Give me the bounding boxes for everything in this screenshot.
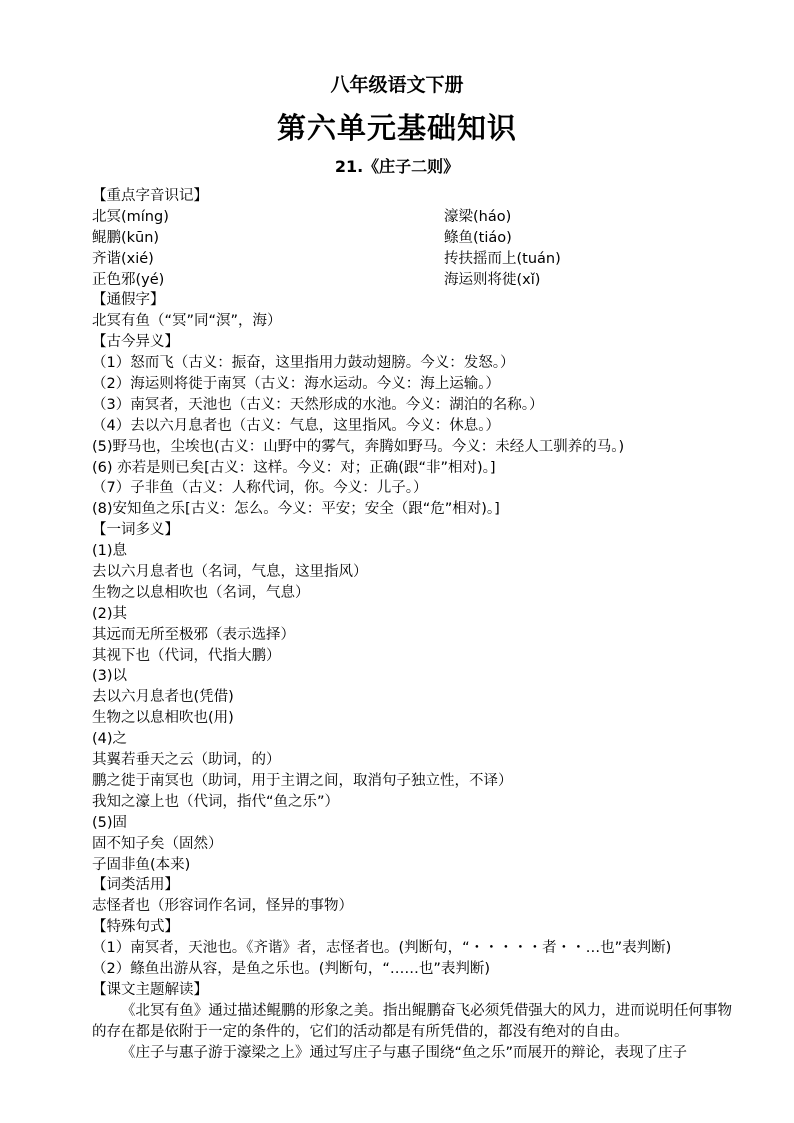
section-heading: 【通假字】 xyxy=(92,292,165,309)
pron-item: 正色邪(yé) xyxy=(92,271,165,288)
pron-item: 北冥(míng) xyxy=(92,208,169,225)
text-line: 固不知子矣（固然） xyxy=(92,835,223,852)
section-heading: 【特殊句式】 xyxy=(92,919,179,936)
text-line: (3)以 xyxy=(92,668,128,685)
paragraph: 《北冥有鱼》通过描述鲲鹏的形象之美。指出鲲鹏奋飞必须凭借强大的风力，进而说明任何事物的存在都是依附于一定的条件的，它们的活动都是有所凭借的，都没有绝对的自由。 xyxy=(92,1002,732,1040)
unit-title: 第六单元基础知识 xyxy=(276,111,517,145)
pron-item: 濠梁(háo) xyxy=(444,208,512,225)
pron-item: 鲲鹏(kūn) xyxy=(92,229,160,246)
text-line: 我知之濠上也（代词，指代“鱼之乐”） xyxy=(92,793,340,810)
text-line: 生物之以息相吹也（名词，气息） xyxy=(92,584,310,601)
section-heading: 【词类活用】 xyxy=(92,877,179,894)
lesson-title: 21.《庄子二则》 xyxy=(334,157,460,176)
text-line: 志怪者也（形容词作名词，怪异的事物） xyxy=(92,898,353,915)
pron-row xyxy=(92,270,752,291)
section-heading: 【重点字音识记】 xyxy=(92,188,208,204)
section-heading: 【课文主题解读】 xyxy=(92,981,208,998)
pron-row xyxy=(92,249,752,270)
theme-paragraphs xyxy=(0,1001,732,1064)
paragraph: 《庄子与惠子游于濠梁之上》通过写庄子与惠子围绕“鱼之乐”而展开的辩论，表现了庄子 xyxy=(121,1044,688,1061)
text-line: 其视下也（代词，代指大鹏） xyxy=(92,647,281,664)
text-line: （2）海运则将徙于南冥（古义：海水运动。今义：海上运输。） xyxy=(92,376,500,393)
text-line: （3）南冥者，天池也（古义：天然形成的水池。今义：湖泊的名称。） xyxy=(92,396,544,413)
text-line: (4)之 xyxy=(92,731,128,748)
text-line: 去以六月息者也（名词，气息，这里指风） xyxy=(92,564,368,581)
grade-title: 八年级语文下册 xyxy=(330,74,464,96)
text-line: 去以六月息者也(凭借) xyxy=(92,689,234,706)
pron-item: 抟扶摇而上(tuán) xyxy=(444,250,561,267)
pron-item: 鲦鱼(tiáo) xyxy=(444,229,512,246)
text-line: 北冥有鱼（“冥”同“溟”，海） xyxy=(92,313,282,330)
text-line: 生物之以息相吹也(用) xyxy=(92,710,234,727)
text-line: (5)固 xyxy=(92,814,128,831)
pron-item: 齐谐(xié) xyxy=(92,250,154,267)
text-line: 其翼若垂天之云（助词，的） xyxy=(92,752,281,769)
text-line: （1）南冥者，天池也。《齐谐》者，志怪者也。(判断句，“・・・・・者・・…也”表判断) xyxy=(92,940,672,957)
text-line: (5)野马也，尘埃也(古义：山野中的雾气，奔腾如野马。今义：未经人工驯养的马。) xyxy=(92,438,625,455)
text-line: (1)息 xyxy=(92,543,128,560)
text-line: (2)其 xyxy=(92,605,128,622)
section-heading: 【一词多义】 xyxy=(92,522,179,539)
text-line: （1）怒而飞（古义：振奋，这里指用力鼓动翅膀。今义：发怒。） xyxy=(92,355,515,372)
text-line: (8)安知鱼之乐[古义：怎么。今义：平安；安全（跟“危”相对)。] xyxy=(92,501,500,518)
pron-row xyxy=(92,228,752,249)
document-body xyxy=(92,186,752,1063)
text-line: （4）去以六月息者也（古义：气息，这里指风。今义：休息。） xyxy=(92,417,500,434)
pron-row xyxy=(92,207,752,228)
pron-item: 海运则将徙(xǐ) xyxy=(444,271,541,288)
text-line: （7）子非鱼（古义：人称代词，你。今义：儿子。） xyxy=(92,480,428,497)
text-line: 子固非鱼(本来) xyxy=(92,856,191,873)
text-line: 鹏之徙于南冥也（助词，用于主谓之间，取消句子独立性，不译） xyxy=(92,772,513,789)
text-line: （2）鲦鱼出游从容，是鱼之乐也。(判断句，“……也”表判断) xyxy=(92,960,491,977)
text-line: 其远而无所至极邪（表示选择） xyxy=(92,626,295,643)
section-heading: 【古今异义】 xyxy=(92,334,179,351)
text-line: (6) 亦若是则已矣[古义：这样。今义：对；正确(跟“非”相对)。] xyxy=(92,459,496,476)
